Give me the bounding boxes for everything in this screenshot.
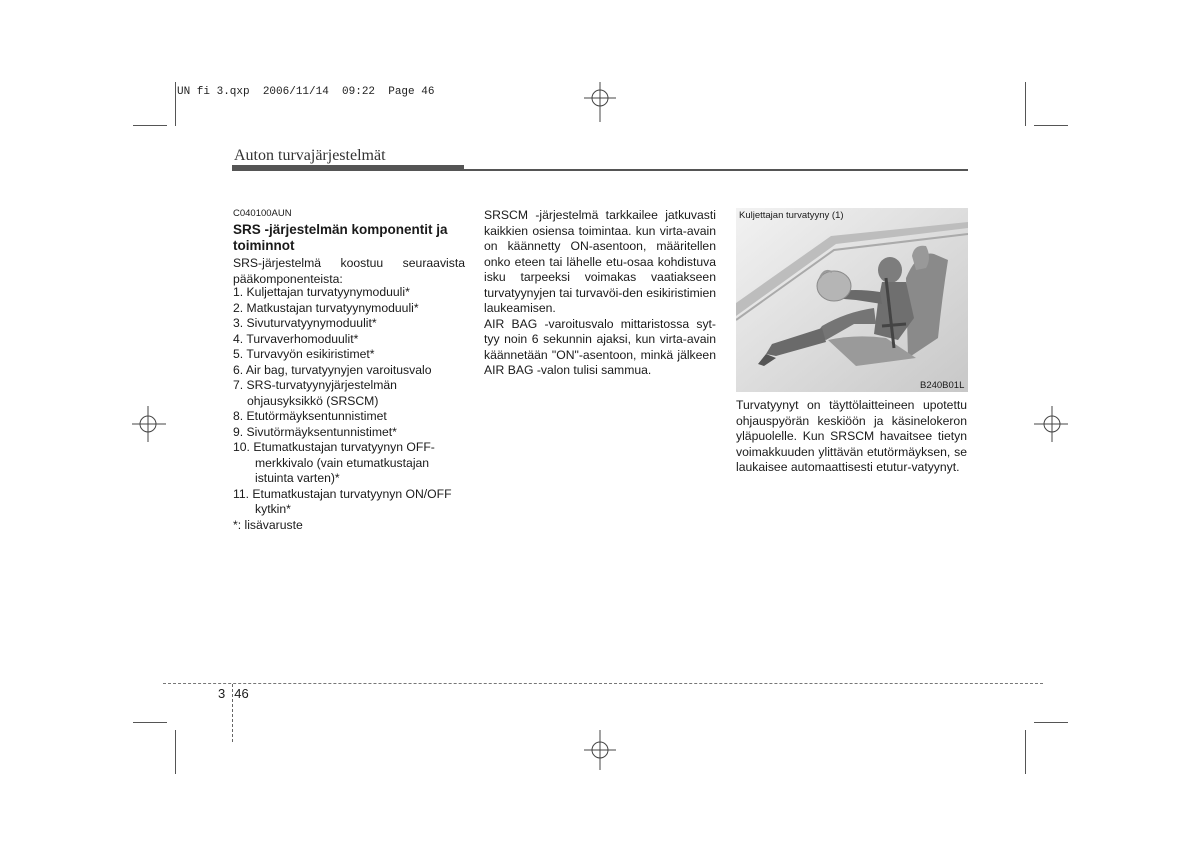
list-item: 5. Turvavyön esikiristimet*: [233, 347, 375, 361]
section-code: C040100AUN: [233, 208, 292, 219]
list-item: 1. Kuljettajan turvatyynymoduuli*: [233, 285, 410, 299]
section-title: Auton turvajärjestelmät: [234, 147, 386, 164]
crop-mark: [1025, 82, 1026, 126]
print-slug: UN fi 3.qxp 2006/11/14 09:22 Page 46: [177, 86, 435, 98]
crop-mark: [175, 82, 176, 126]
header-rule: [464, 169, 968, 171]
figure-code: B240B01L: [920, 380, 965, 391]
crop-mark: [1034, 125, 1068, 126]
list-item: 11. Etumatkustajan turvatyynyn ON/OFF kytkin*: [233, 486, 452, 516]
intro-text: SRS-järjestelmä koostuu seuraavista pääkomponenteista:: [233, 256, 465, 286]
registration-mark-bottom: [578, 728, 622, 772]
footnote: *: lisävaruste: [233, 518, 303, 532]
list-item: 3. Sivuturvatyynymoduulit*: [233, 316, 377, 330]
header-bar: [232, 165, 464, 171]
crop-mark: [133, 125, 167, 126]
list-item: 7. SRS-turvatyynyjärjestelmän ohjausyksikkö (SRSCM): [233, 378, 397, 408]
driver-airbag-illustration-icon: [736, 208, 968, 392]
crop-mark: [1034, 722, 1068, 723]
list-item: 6. Air bag, turvatyynyjen varoitusvalo: [233, 362, 432, 377]
page-number: [218, 686, 249, 701]
list-item: 8. Etutörmäyksentunnistimet: [233, 409, 387, 423]
page-number-value: 46: [234, 686, 249, 701]
right-column-text: Turvatyynyt on täyttölaitteineen upotettu ohjauspyörän keskiöön ja käsinelokeron yläpuolelle. Kun SRSCM havaitsee tietyn voimakkuuden ylittävän etutörmäyksen, se laukaisee automaattisesti etutur-vatyynyt.: [736, 398, 967, 474]
section-heading: SRS -järjestelmän komponentit ja toiminnot: [233, 222, 448, 253]
list-item: 9. Sivutörmäyksentunnistimet*: [233, 424, 397, 439]
paragraph: SRSCM -järjestelmä tarkkailee jatkuvasti kaikkien osiensa toimintaa. kun virta-avain on käännetty ON-asentoon, määritellen onko eteen tai lähelle etu-osaa kohdistuva isku tarpeeksi voimakas vaatiakseen turvatyynyjen tai turvavöi-den esikiristimien laukeamisen.: [484, 208, 716, 315]
chapter-number: 3: [218, 686, 226, 701]
registration-mark-left: [130, 402, 174, 446]
crop-mark: [1025, 730, 1026, 774]
figure: [736, 208, 968, 392]
footer-rule: [163, 683, 1043, 684]
figure-caption: Kuljettajan turvatyyny (1): [739, 210, 844, 221]
list-item: 2. Matkustajan turvatyynymoduuli*: [233, 300, 419, 315]
list-item: 10. Etumatkustajan turvatyynyn OFF-merkkivalo (vain etumatkustajan istuinta varten)*: [233, 440, 435, 485]
paragraph: AIR BAG -varoitusvalo mittaristossa syt-tyy noin 6 sekunnin ajaksi, kun virta-avain käännetään "ON"-asentoon, minkä jälkeen AIR BAG -valon tulisi sammua.: [484, 316, 716, 377]
registration-mark-right: [1026, 402, 1070, 446]
crop-mark: [175, 730, 176, 774]
crop-mark: [133, 722, 167, 723]
registration-mark-top: [578, 80, 622, 124]
middle-column: [484, 208, 716, 379]
list-item: 4. Turvaverhomoduulit*: [233, 331, 359, 346]
component-list: [233, 285, 468, 518]
